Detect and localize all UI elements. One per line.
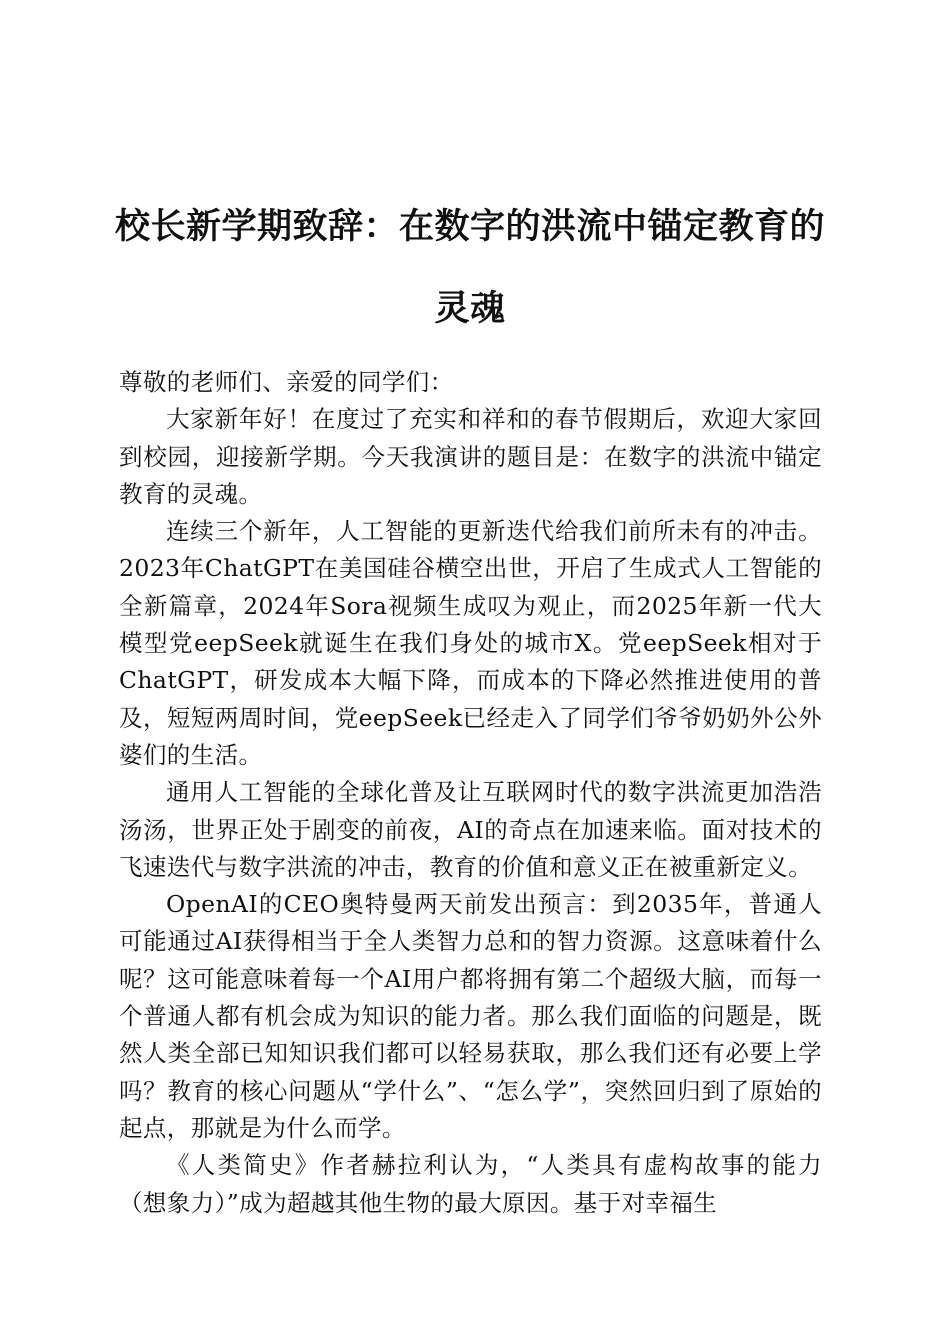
paragraph-5: 《人类简史》作者赫拉利认为，“人类具有虚构故事的能力（想象力）”成为超越其他生物的最大原因。基于对幸福生 (119, 1151, 822, 1217)
paragraph-4: OpenAI的CEO奥特曼两天前发出预言：到2035年，普通人可能通过AI获得相当于全人类智力总和的智力资源。这意味着什么呢？这可能意味着每一个AI用户都将拥有第二个超级大脑，而每一个普通人都有机会成为知识的能力者。那么我们面临的问题是，既然人类全部已知知识我们都可以轻易获取，那么我们还有必要上学吗？教育的核心问题从“学什么”、“怎么学”，突然回归到了原始的起点，那就是为什么而学。 (119, 890, 822, 1142)
salutation: 尊敬的老师们、亲爱的同学们： (119, 368, 454, 396)
paragraph-3: 通用人工智能的全球化普及让互联网时代的数字洪流更加浩浩汤汤，世界正处于剧变的前夜，AI的奇点在加速来临。面对技术的飞速迭代与数字洪流的冲击，教育的价值和意义正在被重新定义。 (119, 778, 822, 881)
paragraph-1: 大家新年好！在度过了充实和祥和的春节假期后，欢迎大家回到校园，迎接新学期。今天我演讲的题目是：在数字的洪流中锚定教育的灵魂。 (119, 405, 822, 508)
paragraph-2: 连续三个新年，人工智能的更新迭代给我们前所未有的冲击。2023年ChatGPT在美国硅谷横空出世，开启了生成式人工智能的全新篇章，2024年Sora视频生成叹为观止，而2025年新一代大模型党eepSeek就诞生在我们身处的城市X。党eepSeek相对于ChatGPT，研发成本大幅下降，而成本的下降必然推进使用的普及，短短两周时间，党eepSeek已经走入了同学们爷爷奶奶外公外婆们的生活。 (119, 517, 822, 769)
document-title: 校长新学期致辞：在数字的洪流中锚定教育的灵魂 (114, 206, 825, 329)
document-body (119, 364, 822, 1222)
